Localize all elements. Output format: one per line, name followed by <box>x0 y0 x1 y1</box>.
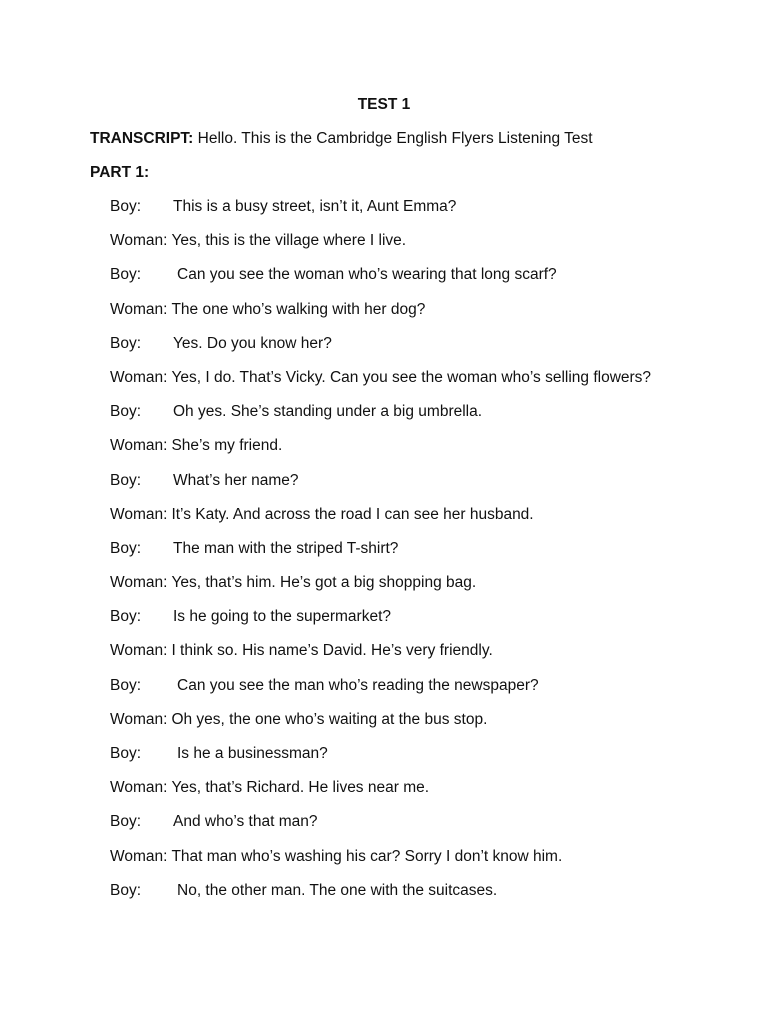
dialogue-line <box>110 572 750 606</box>
dialogue-line <box>110 470 750 504</box>
dialogue-text: No, the other man. The one with the suitcases. <box>177 881 498 899</box>
dialogue-text: The man with the striped T-shirt? <box>173 539 399 557</box>
dialogue-text: Yes. Do you know her? <box>173 334 332 352</box>
dialogue-text: And who’s that man? <box>173 813 318 831</box>
dialogue-line <box>110 333 750 367</box>
dialogue-line <box>110 777 750 811</box>
dialogue-text: The one who’s walking with her dog? <box>171 300 426 318</box>
dialogue-line <box>110 196 750 230</box>
dialogue-text: Yes, that’s Richard. He lives near me. <box>171 779 430 797</box>
dialogue-text: She’s my friend. <box>171 437 283 455</box>
speaker-label: Boy: <box>110 745 142 762</box>
speaker-label: Woman: <box>110 300 168 318</box>
dialogue-line <box>110 606 750 640</box>
dialogue-text: This is a busy street, isn’t it, Aunt Emma? <box>173 198 457 215</box>
dialogue-line <box>110 435 750 469</box>
dialogue-text: Oh yes, the one who’s waiting at the bus stop. <box>171 710 488 728</box>
dialogue-text: It’s Katy. And across the road I can see her husband. <box>171 505 534 523</box>
speaker-label: Woman: <box>110 847 168 865</box>
speaker-label: Woman: <box>110 642 168 660</box>
speaker-label: Boy: <box>110 881 142 899</box>
dialogue-text: Is he a businessman? <box>177 745 328 762</box>
dialogue-text: Can you see the man who’s reading the newspaper? <box>177 676 539 694</box>
dialogue-line <box>110 811 750 845</box>
speaker-label: Boy: <box>110 471 142 489</box>
dialogue-line <box>110 640 750 674</box>
speaker-label: Boy: <box>110 539 142 557</box>
speaker-label: Woman: <box>110 505 168 523</box>
transcript-label: TRANSCRIPT: <box>90 130 194 147</box>
dialogue-line <box>110 401 750 435</box>
dialogue-line <box>110 846 750 880</box>
speaker-label: Boy: <box>110 266 142 284</box>
dialogue-line <box>110 880 750 914</box>
dialogue-text: Yes, this is the village where I live. <box>171 232 407 250</box>
dialogue-text: Can you see the woman who’s wearing that long scarf? <box>177 266 557 284</box>
dialogue-line <box>110 709 750 743</box>
dialogue-line <box>110 743 750 777</box>
transcript-line <box>90 128 593 150</box>
dialogue-text: I think so. His name’s David. He’s very friendly. <box>171 642 493 660</box>
dialogue-line <box>110 230 750 264</box>
speaker-label: Woman: <box>110 779 168 797</box>
dialogue-line <box>110 504 750 538</box>
page-title: TEST 1 <box>357 96 411 113</box>
dialogue-text: That man who’s washing his car? Sorry I don’t know him. <box>171 847 563 865</box>
transcript-text: Hello. This is the Cambridge English Flyers Listening Test <box>197 130 593 147</box>
speaker-label: Boy: <box>110 403 142 421</box>
dialogue-text: Is he going to the supermarket? <box>173 608 391 626</box>
dialogue-text: Yes, I do. That’s Vicky. Can you see the woman who’s selling flowers? <box>171 368 652 386</box>
speaker-label: Boy: <box>110 198 142 215</box>
dialogue-text: Oh yes. She’s standing under a big umbrella. <box>173 403 483 421</box>
dialogue-text: What’s her name? <box>173 471 299 489</box>
part-heading <box>90 162 149 184</box>
dialogue-line <box>110 299 750 333</box>
dialogue-line <box>110 264 750 298</box>
speaker-label: Woman: <box>110 710 168 728</box>
speaker-label: Woman: <box>110 368 168 386</box>
dialogue-line <box>110 367 750 401</box>
dialogue-line <box>110 538 750 572</box>
speaker-label: Woman: <box>110 574 168 592</box>
speaker-label: Woman: <box>110 232 168 250</box>
speaker-label: Boy: <box>110 608 142 626</box>
speaker-label: Boy: <box>110 813 142 831</box>
speaker-label: Woman: <box>110 437 168 455</box>
dialogue-line <box>110 675 750 709</box>
speaker-label: Boy: <box>110 334 142 352</box>
speaker-label: Boy: <box>110 676 142 694</box>
dialogue-list <box>110 196 750 914</box>
dialogue-text: Yes, that’s him. He’s got a big shopping bag. <box>171 574 477 592</box>
part-label: PART 1: <box>90 164 150 181</box>
